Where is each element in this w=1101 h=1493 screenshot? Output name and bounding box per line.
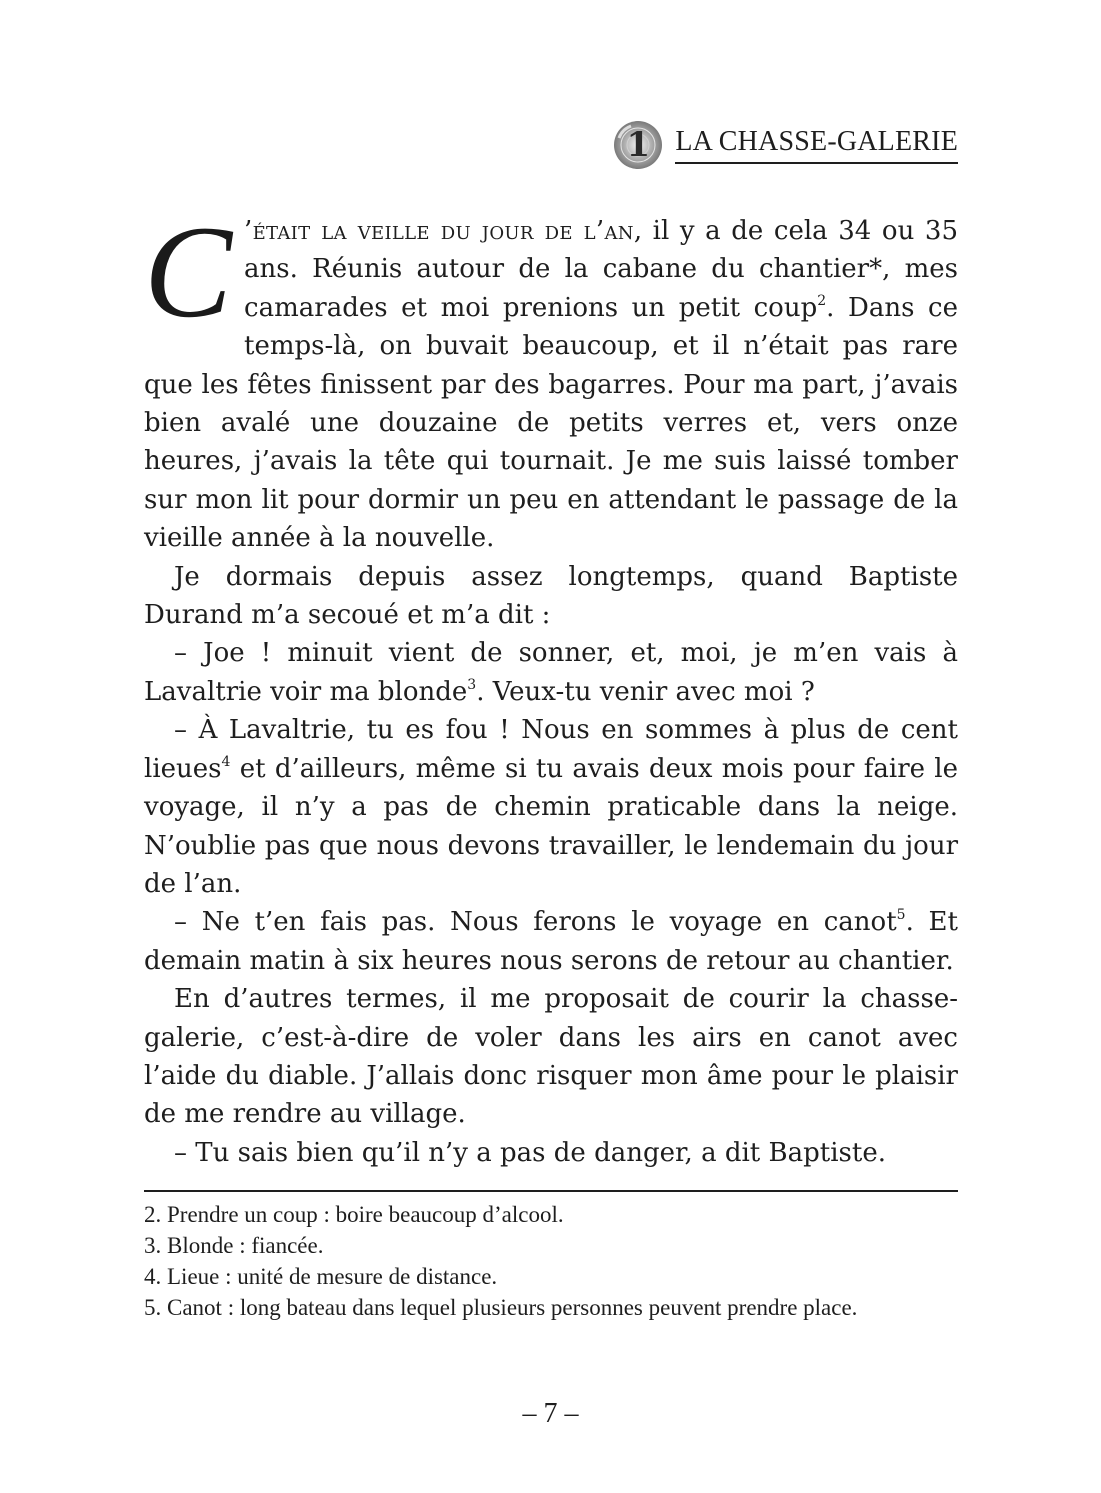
footnote-4: 4. Lieue : unité de mesure de distance.	[144, 1264, 498, 1289]
footnote-2: 2. Prendre un coup : boire beaucoup d’alcool.	[144, 1202, 564, 1227]
paragraph-6: En d’autres termes, il me proposait de courir la chasse-galerie, c’est-à-dire de voler dans les airs en canot avec l’aide du diable. J’allais donc risquer mon âme pour le plaisir de me rendre au village.	[144, 984, 958, 1130]
footnote-5: 5. Canot : long bateau dans lequel plusieurs personnes peuvent prendre place.	[144, 1295, 858, 1320]
dialogue-lavaltrie-end: et d’ailleurs, même si tu avais deux mois pour faire le voyage, il n’y a pas de chemin praticable dans la neige. N’oublie pas que nous devons travailler, le lendemain du jour de l’an.	[144, 753, 958, 899]
opening-rest: , il y a de cela 34 ou	[633, 216, 915, 246]
paragraph-4	[144, 711, 958, 903]
chapter-title: LA CHASSE-GALERIE	[675, 126, 958, 163]
dialogue-canot-end: . Et demain matin à six heures nous serons de retour au chantier.	[144, 907, 958, 976]
footnote-ref-2: 2	[817, 292, 827, 309]
audio-track-badge	[613, 120, 663, 170]
dialogue-canot: – Ne t’en fais pas. Nous ferons le voyage en canot	[174, 907, 897, 938]
drop-cap: C	[144, 198, 233, 345]
chapter-body	[144, 198, 959, 1172]
paragraph-1-rest: Dans ce temps-là, on buvait beaucoup, et il n’était pas rare que les fêtes finissent par des bagarres. Pour ma part, j’avais bien avalé une douzaine de petits verres et, vers onze heures, j’avais la tête qui tournait. Je me suis laissé tomber sur mon lit pour dormir un peu en attendant le passage de la vieille année à la nouvelle.	[144, 292, 958, 554]
paragraph-5	[144, 903, 958, 980]
opening-line-3-end: .	[826, 292, 835, 323]
opening-line-2: 35 ans. Réunis autour de la cabane du chantier*,	[244, 216, 959, 285]
chapter-header	[613, 120, 958, 170]
paragraph-1	[144, 198, 959, 558]
footnotes	[144, 1199, 958, 1323]
opening-line-3: mes camarades et moi prenions un petit coup	[244, 254, 958, 323]
dialogue-lavaltrie: – À Lavaltrie, tu es fou ! Nous en sommes à plus de cent lieues	[144, 715, 958, 784]
opening-smallcaps: ’était la veille du jour de l’an	[244, 216, 634, 246]
paragraph-2: Je dormais depuis assez longtemps, quand Baptiste Durand m’a secoué et m’a dit :	[144, 561, 958, 631]
paragraph-3	[144, 634, 958, 711]
footnote-3: 3. Blonde : fiancée.	[144, 1233, 324, 1258]
footnote-ref-5: 5	[896, 907, 906, 924]
footnote-ref-4: 4	[221, 753, 231, 770]
footnote-divider	[144, 1190, 958, 1192]
chapter-number: 1	[626, 125, 651, 165]
page-number: – 7 –	[522, 1398, 579, 1429]
dialogue-joe: – Joe ! minuit vient de sonner, et, moi, je m’en vais à Lavaltrie voir ma blonde	[144, 638, 958, 707]
dialogue-joe-end: . Veux-tu venir avec moi ?	[476, 676, 815, 707]
paragraph-7: – Tu sais bien qu’il n’y a pas de danger, a dit Baptiste.	[174, 1137, 886, 1168]
footnote-ref-3: 3	[467, 676, 477, 693]
